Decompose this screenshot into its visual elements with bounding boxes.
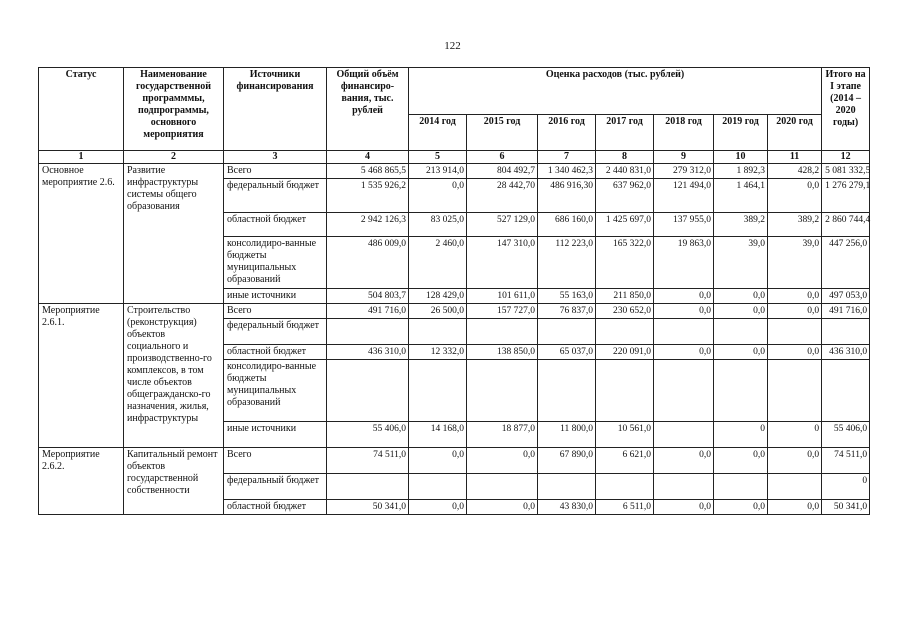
value-cell: 279 312,0 — [654, 164, 714, 179]
value-cell: 2 440 831,0 — [596, 164, 654, 179]
value-cell: 112 223,0 — [538, 237, 596, 289]
header-total: Общий объём финансиро-вания, тыс. рублей — [327, 68, 409, 151]
column-number: 6 — [467, 151, 538, 164]
source-cell: консолидиро-ванные бюджеты муниципальных образований — [224, 237, 327, 289]
value-cell — [538, 360, 596, 422]
page-number: 122 — [444, 40, 461, 52]
value-cell — [596, 319, 654, 345]
value-cell: 5 468 865,5 — [327, 164, 409, 179]
value-cell: 74 511,0 — [327, 448, 409, 474]
value-cell: 527 129,0 — [467, 213, 538, 237]
value-cell: 165 322,0 — [596, 237, 654, 289]
value-cell: 19 863,0 — [654, 237, 714, 289]
value-cell: 26 500,0 — [409, 304, 467, 319]
value-cell — [409, 474, 467, 500]
value-cell: 230 652,0 — [596, 304, 654, 319]
table-row — [39, 448, 870, 474]
column-number: 4 — [327, 151, 409, 164]
header-year: 2015 год — [467, 115, 538, 151]
value-cell — [409, 360, 467, 422]
value-cell: 0,0 — [654, 448, 714, 474]
value-cell: 0,0 — [768, 500, 822, 515]
value-cell: 18 877,0 — [467, 422, 538, 448]
value-cell: 50 341,0 — [822, 500, 870, 515]
value-cell — [654, 474, 714, 500]
value-cell: 491 716,0 — [822, 304, 870, 319]
column-number: 3 — [224, 151, 327, 164]
column-number: 5 — [409, 151, 467, 164]
value-cell: 213 914,0 — [409, 164, 467, 179]
header-sources: Источники финансирования — [224, 68, 327, 151]
value-cell: 1 892,3 — [714, 164, 768, 179]
value-cell: 0,0 — [409, 500, 467, 515]
value-cell: 39,0 — [768, 237, 822, 289]
value-cell: 1 276 279,1 — [822, 179, 870, 213]
value-cell: 0,0 — [654, 289, 714, 304]
value-cell: 12 332,0 — [409, 345, 467, 360]
header-estimate: Оценка расходов (тыс. рублей) — [409, 68, 822, 115]
value-cell: 157 727,0 — [467, 304, 538, 319]
value-cell: 389,2 — [768, 213, 822, 237]
value-cell: 436 310,0 — [327, 345, 409, 360]
value-cell: 101 611,0 — [467, 289, 538, 304]
value-cell: 0,0 — [654, 304, 714, 319]
header-year: 2019 год — [714, 115, 768, 151]
value-cell: 0,0 — [467, 500, 538, 515]
value-cell: 0,0 — [714, 304, 768, 319]
value-cell: 0,0 — [409, 448, 467, 474]
value-cell — [538, 474, 596, 500]
column-number: 11 — [768, 151, 822, 164]
value-cell: 220 091,0 — [596, 345, 654, 360]
value-cell: 0,0 — [409, 179, 467, 213]
column-number-row — [39, 151, 870, 164]
value-cell: 2 942 126,3 — [327, 213, 409, 237]
value-cell: 637 962,0 — [596, 179, 654, 213]
column-number: 8 — [596, 151, 654, 164]
value-cell — [654, 422, 714, 448]
value-cell: 1 425 697,0 — [596, 213, 654, 237]
value-cell: 0 — [822, 474, 870, 500]
source-cell: областной бюджет — [224, 213, 327, 237]
value-cell: 389,2 — [714, 213, 768, 237]
financing-table — [38, 67, 870, 515]
value-cell: 497 053,0 — [822, 289, 870, 304]
value-cell — [538, 319, 596, 345]
value-cell: 504 803,7 — [327, 289, 409, 304]
value-cell: 55 163,0 — [538, 289, 596, 304]
value-cell: 428,2 — [768, 164, 822, 179]
value-cell: 121 494,0 — [654, 179, 714, 213]
value-cell — [714, 360, 768, 422]
header-year: 2014 год — [409, 115, 467, 151]
value-cell — [714, 319, 768, 345]
header-year: 2016 год — [538, 115, 596, 151]
value-cell: 137 955,0 — [654, 213, 714, 237]
column-number: 10 — [714, 151, 768, 164]
value-cell: 1 464,1 — [714, 179, 768, 213]
status-cell: Мероприятие 2.6.2. — [39, 448, 124, 515]
value-cell — [768, 474, 822, 500]
source-cell: Всего — [224, 448, 327, 474]
table-row — [39, 304, 870, 319]
value-cell — [768, 319, 822, 345]
value-cell: 0,0 — [768, 448, 822, 474]
column-number: 1 — [39, 151, 124, 164]
source-cell: Всего — [224, 304, 327, 319]
value-cell: 6 511,0 — [596, 500, 654, 515]
value-cell: 83 025,0 — [409, 213, 467, 237]
value-cell — [467, 319, 538, 345]
value-cell — [327, 360, 409, 422]
source-cell: областной бюджет — [224, 500, 327, 515]
value-cell: 39,0 — [714, 237, 768, 289]
value-cell — [654, 360, 714, 422]
header-year: 2017 год — [596, 115, 654, 151]
value-cell: 50 341,0 — [327, 500, 409, 515]
value-cell: 14 168,0 — [409, 422, 467, 448]
value-cell — [768, 360, 822, 422]
value-cell: 486 009,0 — [327, 237, 409, 289]
value-cell — [327, 474, 409, 500]
value-cell: 211 850,0 — [596, 289, 654, 304]
column-number: 12 — [822, 151, 870, 164]
source-cell: федеральный бюджет — [224, 179, 327, 213]
table-row — [39, 164, 870, 179]
value-cell — [327, 319, 409, 345]
value-cell: 147 310,0 — [467, 237, 538, 289]
value-cell: 447 256,0 — [822, 237, 870, 289]
value-cell: 74 511,0 — [822, 448, 870, 474]
value-cell: 138 850,0 — [467, 345, 538, 360]
value-cell: 0,0 — [654, 345, 714, 360]
value-cell — [822, 360, 870, 422]
value-cell: 0,0 — [467, 448, 538, 474]
status-cell: Мероприятие 2.6.1. — [39, 304, 124, 448]
value-cell: 0,0 — [768, 304, 822, 319]
header-year: 2018 год — [654, 115, 714, 151]
header-status: Статус — [39, 68, 124, 151]
value-cell: 436 310,0 — [822, 345, 870, 360]
column-number: 9 — [654, 151, 714, 164]
value-cell: 65 037,0 — [538, 345, 596, 360]
value-cell: 0,0 — [768, 345, 822, 360]
value-cell: 5 081 332,5 — [822, 164, 870, 179]
status-cell: Основное мероприятие 2.6. — [39, 164, 124, 304]
value-cell: 0,0 — [714, 500, 768, 515]
value-cell: 486 916,30 — [538, 179, 596, 213]
value-cell: 0 — [768, 422, 822, 448]
value-cell: 128 429,0 — [409, 289, 467, 304]
value-cell: 0 — [714, 422, 768, 448]
value-cell: 67 890,0 — [538, 448, 596, 474]
measure-name-cell: Строительство (реконструкция) объектов социального и производственно-го комплексов, в том числе объектов общегражданско-го назначения, жилья, инфраструктуры — [124, 304, 224, 448]
value-cell: 55 406,0 — [822, 422, 870, 448]
value-cell — [596, 360, 654, 422]
value-cell — [714, 474, 768, 500]
table-body — [39, 164, 870, 515]
measure-name-cell: Развитие инфраструктуры системы общего образования — [124, 164, 224, 304]
value-cell — [822, 319, 870, 345]
value-cell: 0,0 — [714, 289, 768, 304]
measure-name-cell: Капитальный ремонт объектов государственной собственности — [124, 448, 224, 515]
value-cell: 28 442,70 — [467, 179, 538, 213]
value-cell: 1 535 926,2 — [327, 179, 409, 213]
value-cell: 804 492,7 — [467, 164, 538, 179]
value-cell: 11 800,0 — [538, 422, 596, 448]
value-cell: 55 406,0 — [327, 422, 409, 448]
value-cell: 76 837,0 — [538, 304, 596, 319]
source-cell: Всего — [224, 164, 327, 179]
header-name: Наименование государственной программмы, подпрограммы, основного мероприятия — [124, 68, 224, 151]
source-cell: федеральный бюджет — [224, 319, 327, 345]
source-cell: консолидиро-ванные бюджеты муниципальных образований — [224, 360, 327, 422]
column-number: 2 — [124, 151, 224, 164]
value-cell — [467, 360, 538, 422]
value-cell: 0,0 — [714, 345, 768, 360]
source-cell: областной бюджет — [224, 345, 327, 360]
value-cell: 1 340 462,3 — [538, 164, 596, 179]
value-cell: 0,0 — [714, 448, 768, 474]
value-cell: 10 561,0 — [596, 422, 654, 448]
value-cell — [596, 474, 654, 500]
value-cell: 0,0 — [768, 179, 822, 213]
value-cell: 2 860 744,4 — [822, 213, 870, 237]
header-year: 2020 год — [768, 115, 822, 151]
source-cell: федеральный бюджет — [224, 474, 327, 500]
value-cell: 686 160,0 — [538, 213, 596, 237]
value-cell: 2 460,0 — [409, 237, 467, 289]
value-cell: 0,0 — [654, 500, 714, 515]
value-cell: 0,0 — [768, 289, 822, 304]
value-cell — [409, 319, 467, 345]
value-cell: 6 621,0 — [596, 448, 654, 474]
source-cell: иные источники — [224, 422, 327, 448]
header-row — [39, 68, 870, 115]
column-number: 7 — [538, 151, 596, 164]
value-cell: 491 716,0 — [327, 304, 409, 319]
value-cell: 43 830,0 — [538, 500, 596, 515]
value-cell — [467, 474, 538, 500]
header-stage-total: Итого на I этапе (2014 – 2020 годы) — [822, 68, 870, 151]
source-cell: иные источники — [224, 289, 327, 304]
value-cell — [654, 319, 714, 345]
